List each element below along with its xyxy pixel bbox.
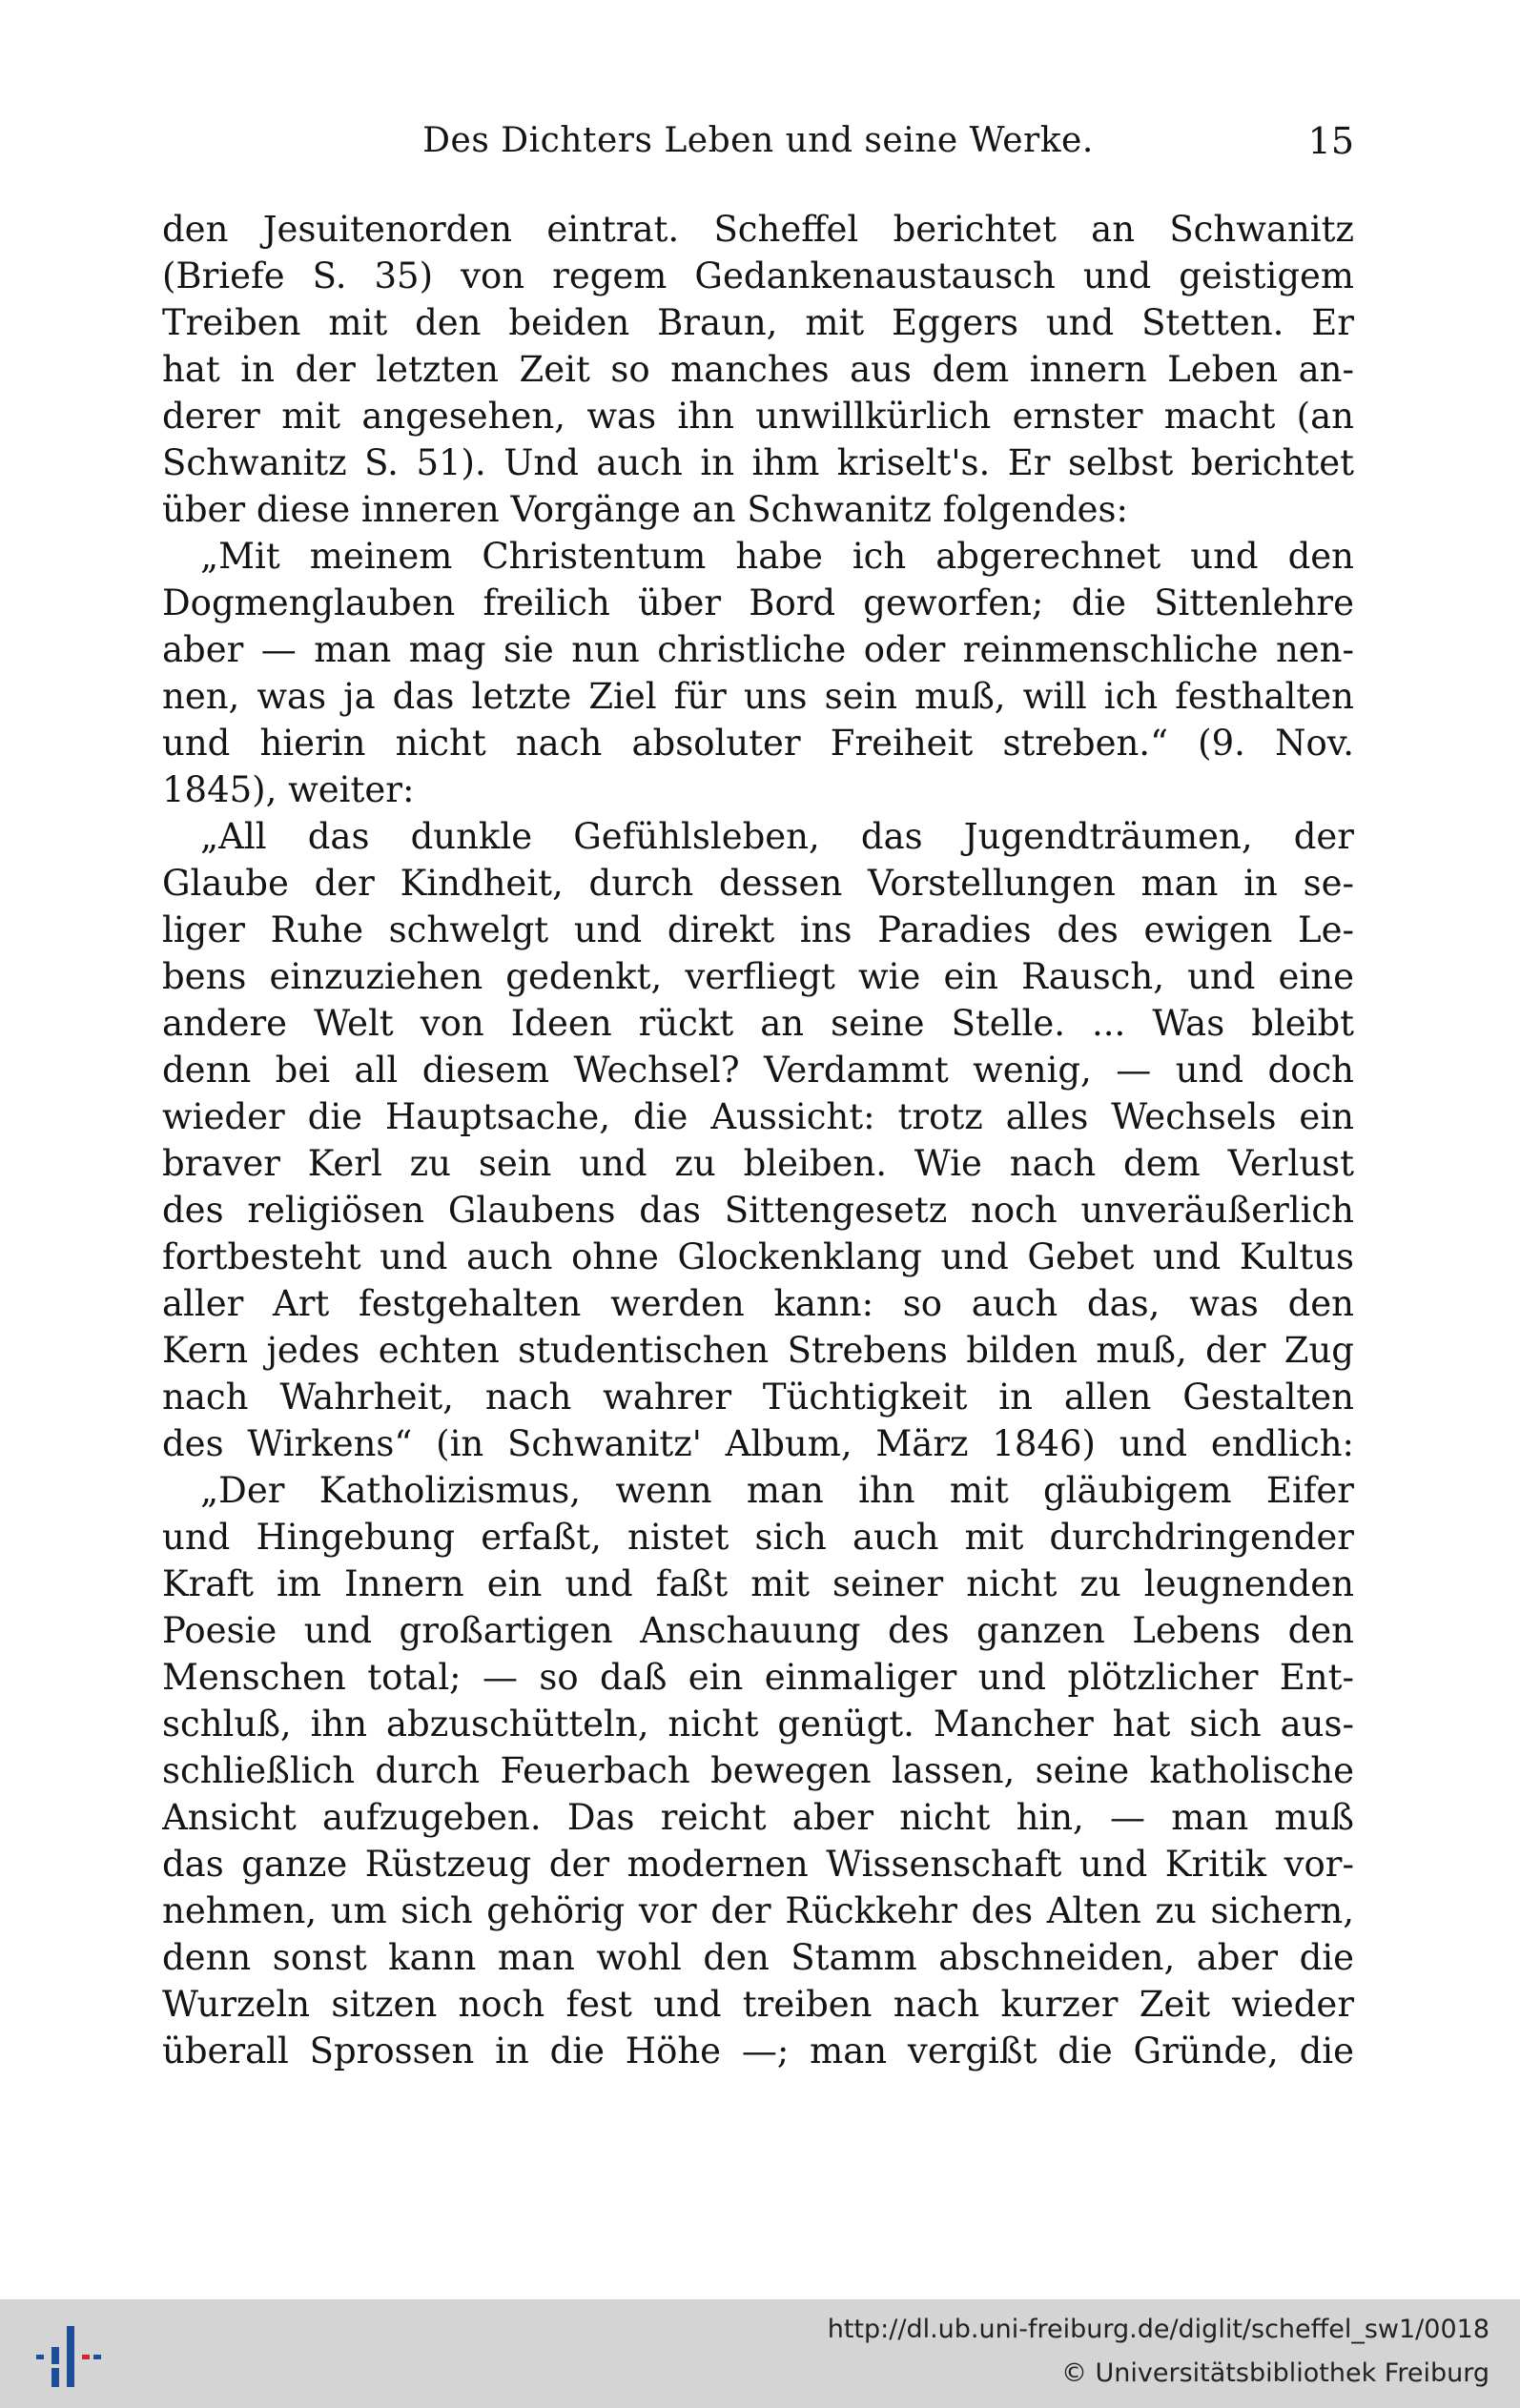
text-line: Glaube der Kindheit, durch dessen Vorstellungen man in se- [162,863,1354,904]
text-line: des religiösen Glaubens das Sittengesetz noch unveräußerlich [162,1190,1354,1231]
text-line: Ansicht aufzugeben. Das reicht aber nicht hin, — man muß [162,1797,1354,1838]
text-line: Dogmenglauben freilich über Bord geworfen; die Sittenlehre [162,582,1354,623]
text-line: Wurzeln sitzen noch fest und treiben nach kurzer Zeit wieder [162,1984,1354,2025]
text-line: (Briefe S. 35) von regem Gedankenaustausch und geistigem [162,255,1354,296]
text-line: „Mit meinem Christentum habe ich abgerechnet und den [200,536,1354,577]
source-url[interactable]: http://dl.ub.uni-freiburg.de/diglit/scheffel_sw1/0018 [827,2315,1489,2344]
text-line: „Der Katholizismus, wenn man ihn mit gläubigem Eifer [200,1470,1354,1511]
text-line: hat in der letzten Zeit so manches aus dem innern Leben an- [162,349,1354,390]
text-line: überall Sprossen in die Höhe —; man vergißt die Gründe, die [162,2030,1354,2071]
text-line: „All das dunkle Gefühlsleben, das Jugendträumen, der [200,816,1354,857]
text-line: schließlich durch Feuerbach bewegen lassen, seine katholische [162,1750,1354,1791]
text-line: Poesie und großartigen Anschauung des ganzen Lebens den [162,1610,1354,1651]
text-line: Menschen total; — so daß ein einmaliger und plötzlicher Ent- [162,1657,1354,1698]
text-line: 1845), weiter: [162,769,415,810]
text-line: schluß, ihn abzuschütteln, nicht genügt. Mancher hat sich aus- [162,1704,1354,1745]
text-line: bens einzuziehen gedenkt, verfliegt wie ein Rausch, und eine [162,956,1354,997]
text-line: das ganze Rüstzeug der modernen Wissenschaft und Kritik vor- [162,1844,1354,1885]
text-line: Kraft im Innern ein und faßt mit seiner nicht zu leugnenden [162,1563,1354,1604]
text-line: nen, was ja das letzte Ziel für uns sein muß, will ich festhalten [162,676,1354,717]
text-line: andere Welt von Ideen rückt an seine Stelle. ... Was bleibt [162,1003,1354,1044]
running-title: Des Dichters Leben und seine Werke. [422,121,1094,160]
text-line: aller Art festgehalten werden kann: so auch das, was den [162,1283,1354,1324]
text-line: Kern jedes echten studentischen Strebens bilden muß, der Zug [162,1330,1354,1371]
text-line: wieder die Hauptsache, die Aussicht: trotz alles Wechsels ein [162,1096,1354,1137]
text-line: fortbesteht und auch ohne Glockenklang und Gebet und Kultus [162,1236,1354,1277]
body-text [162,206,1354,2074]
text-line: Treiben mit den beiden Braun, mit Eggers und Stetten. Er [162,302,1354,343]
text-line: derer mit angesehen, was ihn unwillkürlich ernster macht (an [162,396,1354,437]
text-line: aber — man mag sie nun christliche oder reinmenschliche nen- [162,629,1354,670]
text-line: und Hingebung erfaßt, nistet sich auch mit durchdringender [162,1517,1354,1558]
text-line: den Jesuitenorden eintrat. Scheffel berichtet an Schwanitz [162,209,1354,250]
text-line: braver Kerl zu sein und zu bleiben. Wie nach dem Verlust [162,1143,1354,1184]
ub-freiburg-logo-icon [34,2326,101,2387]
text-line: denn sonst kann man wohl den Stamm abschneiden, aber die [162,1937,1354,1978]
text-line: Schwanitz S. 51). Und auch in ihm kriselt's. Er selbst berichtet [162,442,1354,483]
text-line: denn bei all diesem Wechsel? Verdammt wenig, — und doch [162,1050,1354,1091]
text-line: des Wirkens“ (in Schwanitz' Album, März 1846) und endlich: [162,1423,1354,1464]
page-number: 15 [1307,120,1354,162]
page-header [162,112,1354,170]
text-line: über diese inneren Vorgänge an Schwanitz folgendes: [162,489,1129,530]
text-line: und hierin nicht nach absoluter Freiheit streben.“ (9. Nov. [162,723,1354,764]
text-line: liger Ruhe schwelgt und direkt ins Paradies des ewigen Le- [162,909,1354,950]
copyright-notice: © Universitätsbibliothek Freiburg [1060,2358,1489,2388]
text-line: nehmen, um sich gehörig vor der Rückkehr des Alten zu sichern, [162,1890,1354,1931]
viewer-footer [0,2299,1520,2408]
text-line: nach Wahrheit, nach wahrer Tüchtigkeit in allen Gestalten [162,1377,1354,1418]
